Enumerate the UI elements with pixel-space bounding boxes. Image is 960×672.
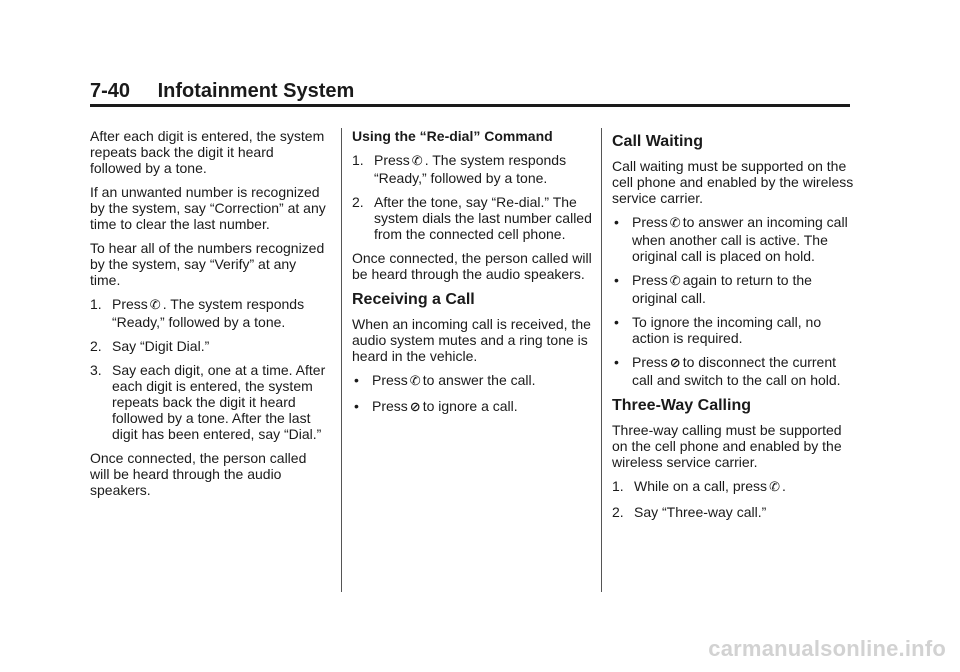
bullet: • bbox=[354, 398, 359, 414]
step-number: 2. bbox=[352, 194, 364, 210]
bullet-text-b: to ignore a call. bbox=[422, 398, 518, 414]
list-item bbox=[612, 272, 860, 306]
section-heading: Receiving a Call bbox=[352, 291, 475, 308]
phone-icon: ✆ bbox=[149, 298, 161, 313]
list-item bbox=[90, 338, 328, 354]
section-heading: Call Waiting bbox=[612, 133, 703, 150]
list-item bbox=[612, 314, 860, 346]
phone-icon: ✆ bbox=[669, 216, 681, 231]
column-1 bbox=[90, 128, 328, 506]
step-text-b: . bbox=[781, 478, 786, 494]
end-call-icon: ⊘ bbox=[669, 356, 681, 371]
list-item bbox=[352, 398, 592, 416]
bullet-text-b: to answer an incoming call when another call is active. The original call is placed on hold. bbox=[632, 214, 848, 264]
list-item bbox=[612, 478, 860, 496]
bullet-text-a: Press bbox=[372, 372, 408, 388]
paragraph: After each digit is entered, the system repeats back the digit it heard followed by a tone. bbox=[90, 128, 325, 176]
bullet-text-a: Press bbox=[632, 214, 668, 230]
bullet-text-a: Press bbox=[632, 272, 668, 288]
column-divider bbox=[601, 128, 602, 592]
list-item bbox=[90, 296, 328, 330]
step-text: Say each digit, one at a time. After each digit is entered, the system repeats back the digit it heard followed by a tone. After the last digit has been entered, say “Dial.” bbox=[112, 362, 326, 442]
step-text bbox=[112, 296, 328, 330]
page-title: Infotainment System bbox=[157, 80, 355, 102]
list-item bbox=[612, 214, 860, 264]
step-text bbox=[634, 478, 860, 496]
end-call-icon: ⊘ bbox=[409, 400, 421, 415]
bullet-text-b: again to return to the original call. bbox=[632, 272, 812, 306]
bullet-text-b: to answer the call. bbox=[422, 372, 536, 388]
step-text-a: Press bbox=[374, 152, 410, 168]
step-text bbox=[374, 152, 592, 186]
paragraph: To hear all of the numbers recognized by the system, say “Verify” at any time. bbox=[90, 240, 325, 288]
column-3 bbox=[612, 128, 860, 528]
bullet-text bbox=[632, 214, 860, 264]
column-2 bbox=[352, 128, 592, 424]
step-number: 1. bbox=[612, 478, 624, 494]
step-number: 2. bbox=[612, 504, 624, 520]
paragraph: Once connected, the person called will be heard through the audio speakers. bbox=[352, 250, 592, 282]
list-item bbox=[352, 194, 592, 242]
bullet-text bbox=[372, 372, 592, 390]
bullet-text bbox=[632, 354, 860, 388]
step-text-a: Press bbox=[112, 296, 148, 312]
header-rule bbox=[90, 104, 850, 107]
bullet: • bbox=[614, 214, 619, 230]
step-text-a: While on a call, press bbox=[634, 478, 768, 494]
step-number: 1. bbox=[90, 296, 102, 312]
bullet: • bbox=[354, 372, 359, 388]
list-item bbox=[612, 504, 860, 520]
paragraph: Call waiting must be supported on the cell phone and enabled by the wireless service carrier. bbox=[612, 158, 854, 206]
bullet: • bbox=[614, 354, 619, 370]
phone-icon: ✆ bbox=[409, 374, 421, 389]
section-heading: Three-Way Calling bbox=[612, 397, 751, 414]
bullet-text-a: Press bbox=[372, 398, 408, 414]
list-item bbox=[352, 152, 592, 186]
bullet-text bbox=[372, 398, 592, 416]
section-heading: Using the “Re-dial” Command bbox=[352, 128, 553, 144]
phone-icon: ✆ bbox=[411, 154, 423, 169]
paragraph: Three-way calling must be supported on the cell phone and enabled by the wireless service carrier. bbox=[612, 422, 842, 470]
bullet-text bbox=[632, 272, 860, 306]
watermark: carmanualsonline.info bbox=[708, 636, 946, 661]
step-text-b: . The system responds “Ready,” followed by a tone. bbox=[112, 296, 305, 330]
paragraph: When an incoming call is received, the audio system mutes and a ring tone is heard in the vehicle. bbox=[352, 316, 591, 364]
phone-icon: ✆ bbox=[669, 274, 681, 289]
page-number: 7-40 bbox=[90, 80, 131, 102]
phone-icon: ✆ bbox=[769, 480, 780, 495]
bullet: • bbox=[614, 272, 619, 288]
step-text: Say “Three-way call.” bbox=[634, 504, 767, 520]
step-text: Say “Digit Dial.” bbox=[112, 338, 210, 354]
list-item bbox=[352, 372, 592, 390]
step-text-b: . The system responds “Ready,” followed by a tone. bbox=[374, 152, 567, 186]
bullet-text-a: Press bbox=[632, 354, 668, 370]
bullet-text-b: to disconnect the current call and switch to the call on hold. bbox=[632, 354, 841, 388]
paragraph: Once connected, the person called will be heard through the audio speakers. bbox=[90, 450, 307, 498]
page-header bbox=[90, 80, 354, 103]
step-number: 2. bbox=[90, 338, 102, 354]
list-item bbox=[612, 354, 860, 388]
bullet-text: To ignore the incoming call, no action is required. bbox=[632, 314, 822, 346]
step-number: 1. bbox=[352, 152, 364, 168]
step-text: After the tone, say “Re-dial.” The system dials the last number called from the connected cell phone. bbox=[374, 194, 592, 242]
bullet: • bbox=[614, 314, 619, 330]
paragraph: If an unwanted number is recognized by the system, say “Correction” at any time to clear the last number. bbox=[90, 184, 326, 232]
list-item bbox=[90, 362, 328, 442]
step-number: 3. bbox=[90, 362, 102, 378]
column-divider bbox=[341, 128, 342, 592]
